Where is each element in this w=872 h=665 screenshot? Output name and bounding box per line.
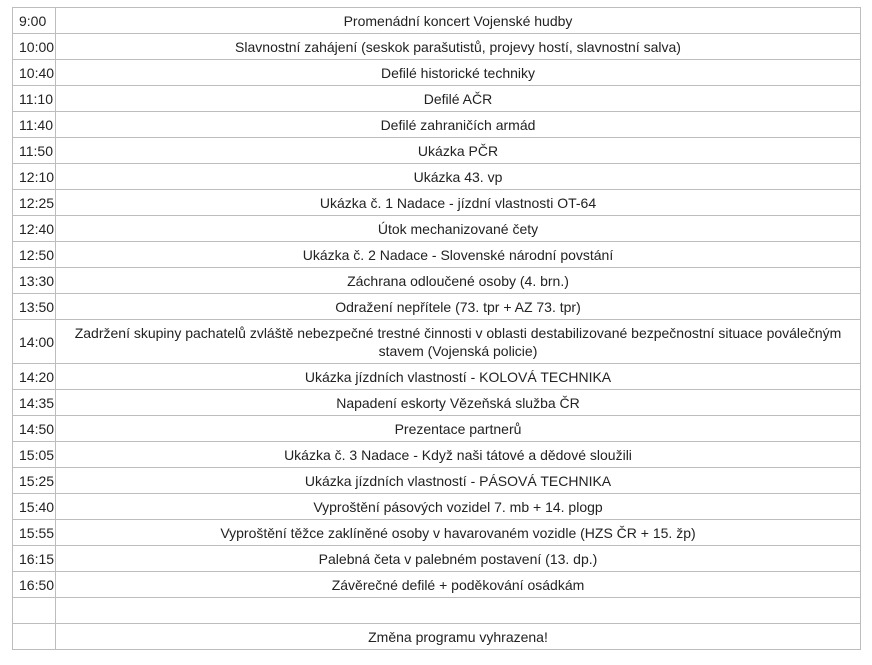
time-cell: 14:35 — [13, 390, 56, 416]
schedule-row — [13, 546, 861, 572]
time-cell: 11:50 — [13, 138, 56, 164]
time-cell: 15:05 — [13, 442, 56, 468]
event-cell: Ukázka 43. vp — [56, 164, 861, 190]
schedule-row — [13, 216, 861, 242]
event-cell: Palebná četa v palebném postavení (13. dp.) — [56, 546, 861, 572]
empty-row — [13, 598, 861, 624]
time-cell: 10:40 — [13, 60, 56, 86]
schedule-row — [13, 60, 861, 86]
schedule-row — [13, 416, 861, 442]
time-cell: 10:00 — [13, 34, 56, 60]
time-cell: 9:00 — [13, 8, 56, 34]
event-cell: Slavnostní zahájení (seskok parašutistů, projevy hostí, slavnostní salva) — [56, 34, 861, 60]
schedule-body — [13, 8, 861, 650]
schedule-row — [13, 294, 861, 320]
schedule-row — [13, 112, 861, 138]
event-cell: Závěrečné defilé + poděkování osádkám — [56, 572, 861, 598]
event-cell: Ukázka č. 2 Nadace - Slovenské národní povstání — [56, 242, 861, 268]
time-cell — [13, 624, 56, 650]
schedule-row — [13, 242, 861, 268]
time-cell: 14:50 — [13, 416, 56, 442]
schedule-row — [13, 34, 861, 60]
time-cell: 13:50 — [13, 294, 56, 320]
event-cell: Ukázka č. 1 Nadace - jízdní vlastnosti OT-64 — [56, 190, 861, 216]
schedule-row — [13, 8, 861, 34]
event-cell: Ukázka jízdních vlastností - PÁSOVÁ TECHNIKA — [56, 468, 861, 494]
program-change-notice: Změna programu vyhrazena! — [56, 624, 861, 650]
event-cell: Promenádní koncert Vojenské hudby — [56, 8, 861, 34]
schedule-row — [13, 442, 861, 468]
event-cell: Vyproštění těžce zaklíněné osoby v havarovaném vozidle (HZS ČR + 15. žp) — [56, 520, 861, 546]
schedule-row — [13, 138, 861, 164]
time-cell: 14:00 — [13, 320, 56, 364]
program-schedule-table — [12, 7, 861, 650]
time-cell: 14:20 — [13, 364, 56, 390]
event-cell: Defilé historické techniky — [56, 60, 861, 86]
schedule-row — [13, 268, 861, 294]
schedule-row — [13, 494, 861, 520]
event-cell: Vyproštění pásových vozidel 7. mb + 14. plogp — [56, 494, 861, 520]
time-cell: 11:10 — [13, 86, 56, 112]
schedule-row — [13, 520, 861, 546]
time-cell: 15:40 — [13, 494, 56, 520]
schedule-row — [13, 190, 861, 216]
time-cell: 12:40 — [13, 216, 56, 242]
event-cell: Prezentace partnerů — [56, 416, 861, 442]
schedule-row — [13, 164, 861, 190]
event-cell: Ukázka č. 3 Nadace - Když naši tátové a dědové sloužili — [56, 442, 861, 468]
event-cell: Defilé zahraničích armád — [56, 112, 861, 138]
time-cell: 16:15 — [13, 546, 56, 572]
event-cell: Zadržení skupiny pachatelů zvláště nebezpečné trestné činnosti v oblasti destabilizované bezpečnostní situace poválečným stavem (Vojenská policie) — [56, 320, 861, 364]
event-cell — [56, 598, 861, 624]
schedule-row — [13, 390, 861, 416]
time-cell: 11:40 — [13, 112, 56, 138]
time-cell: 16:50 — [13, 572, 56, 598]
event-cell: Ukázka PČR — [56, 138, 861, 164]
event-cell: Ukázka jízdních vlastností - KOLOVÁ TECHNIKA — [56, 364, 861, 390]
event-cell: Záchrana odloučené osoby (4. brn.) — [56, 268, 861, 294]
time-cell: 15:25 — [13, 468, 56, 494]
time-cell: 12:50 — [13, 242, 56, 268]
schedule-row — [13, 320, 861, 364]
time-cell: 12:25 — [13, 190, 56, 216]
disclaimer-row — [13, 624, 861, 650]
event-cell: Napadení eskorty Vězeňská služba ČR — [56, 390, 861, 416]
time-cell: 15:55 — [13, 520, 56, 546]
time-cell: 12:10 — [13, 164, 56, 190]
schedule-row — [13, 468, 861, 494]
event-cell: Útok mechanizované čety — [56, 216, 861, 242]
time-cell — [13, 598, 56, 624]
time-cell: 13:30 — [13, 268, 56, 294]
schedule-row — [13, 364, 861, 390]
schedule-row — [13, 86, 861, 112]
schedule-row — [13, 572, 861, 598]
event-cell: Defilé AČR — [56, 86, 861, 112]
event-cell: Odražení nepřítele (73. tpr + AZ 73. tpr) — [56, 294, 861, 320]
